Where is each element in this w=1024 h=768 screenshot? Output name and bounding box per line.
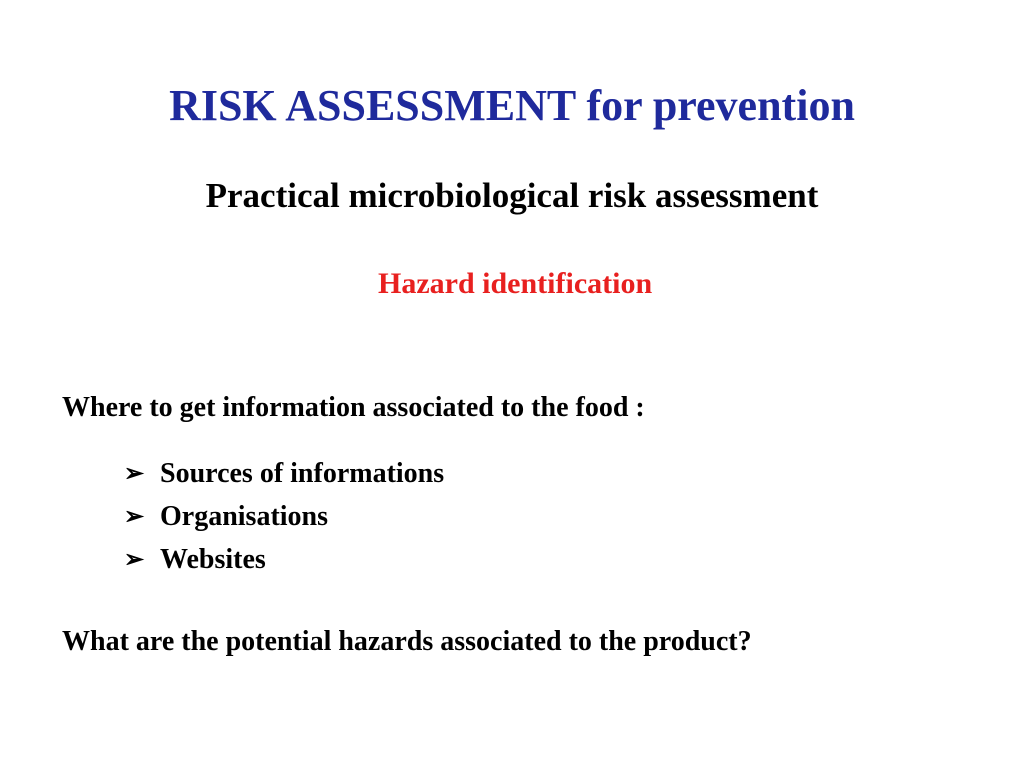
arrow-bullet-icon: ➢ [124,546,145,573]
list-item [124,495,444,538]
bullet-label: Organisations [160,500,329,532]
slide-subtitle: Practical microbiological risk assessment [205,176,819,215]
section-heading: Hazard identification [378,267,653,300]
list-item [124,538,444,581]
slide-title: RISK ASSESSMENT for prevention [169,81,855,130]
arrow-bullet-icon: ➢ [124,460,145,487]
list-item [124,452,444,495]
bullet-label: Websites [160,543,266,575]
question-information-sources: Where to get information associated to the food : [62,392,645,423]
question-potential-hazards: What are the potential hazards associated to the product? [62,626,752,657]
arrow-bullet-icon: ➢ [124,503,145,530]
bullet-label: Sources of informations [160,457,445,489]
bullet-list [124,452,444,581]
